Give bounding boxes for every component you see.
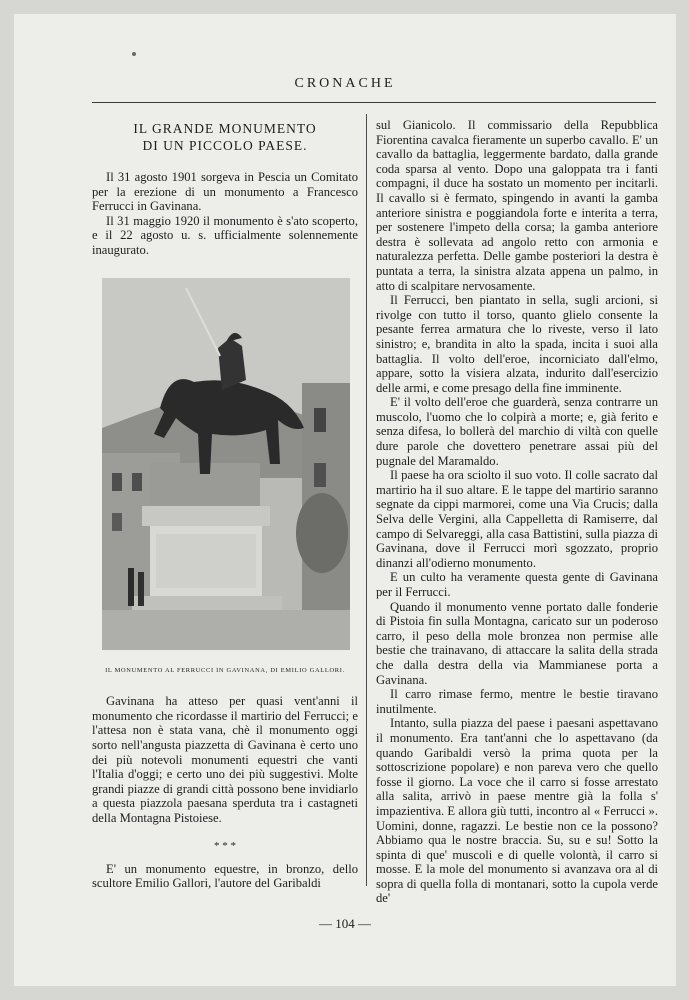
figure-caption: IL MONUMENTO AL FERRUCCI IN GAVINANA, DI EMILIO GALLORI. bbox=[105, 666, 345, 674]
body-paragraph: E' il volto dell'eroe che guarderà, senza contrarre un muscolo, l'uomo che lo colpirà a morte; e, già ferito e senza difesa, lo bollerà del marchio di viltà con quelle dure parole che dovettero penetrare assai più del pugnale del Maramaldo. bbox=[376, 395, 658, 468]
body-paragraph: Gavinana ha atteso per quasi vent'anni il monumento che ricordasse il martirio del Ferrucci; e l'attesa non è stata vana, chè il monumento oggi sorto nell'angusta piazzetta di Gavinana è certo uno dei più notevoli monumenti equestri che vanti l'Italia d'oggi; e certo uno dei più suggestivi. Molte grandi piazze di grandi città possono bene invidiarlo a questa piazzola paesana sperduta tra i castagneti della Montagna Pistoiese. bbox=[92, 694, 358, 825]
title-line: DI UN PICCOLO PAESE. bbox=[142, 138, 308, 153]
section-asterism: * * * bbox=[214, 839, 236, 852]
running-head: CRONACHE bbox=[294, 76, 396, 91]
article-title bbox=[92, 120, 358, 154]
body-paragraph: Il paese ha ora sciolto il suo voto. Il colle sacrato dal martirio ha il suo altare. E le tappe del martirio saranno segnate da cippi marmorei, come una Via Crucis; dalla Selva delle Vergini, alla Cappelletta di Ramiserre, dal campo di Selvareggi, alla casa Battistini, sulla piazza di Gavinana, dove il Ferrucci morì sgozzato, proprio dinanzi all'odierno monumento. bbox=[376, 468, 658, 570]
right-column bbox=[376, 118, 658, 906]
body-paragraph: E un culto ha veramente questa gente di Gavinana per il Ferrucci. bbox=[376, 570, 658, 599]
equestrian-statue-icon bbox=[102, 278, 350, 650]
body-paragraph: Intanto, sulla piazza del paese i paesani aspettavano il monumento. Era tant'anni che lo aspettavano (da quando Garibaldi versò la prima quota per la sottoscrizione popolare) e non pareva vero che quello fosse il giorno. La voce che il carro si fosse arrestato alla salita, arrivò in paese mentre già la folla s' impazientiva. E allora giù tutti, incontro al « Ferrucci ». Uomini, donne, ragazzi. Le bestie non ce la possono? Abbiamo qua le nostre braccia. Su, su e su! Sotto la spinta di que' muscoli e di quelle volontà, il carro si mosse. E la mole del monumento si avanzava ora al di sopra di quella folla di montanari, sotto la cupola verde de' bbox=[376, 716, 658, 906]
body-paragraph: Il carro rimase fermo, mentre le bestie tiravano inutilmente. bbox=[376, 687, 658, 716]
page-sheet bbox=[14, 14, 676, 986]
title-line: IL GRANDE MONUMENTO bbox=[133, 121, 317, 136]
statue-photo bbox=[102, 278, 350, 650]
body-paragraph: Quando il monumento venne portato dalle fonderie di Pistoia fin sulla Montagna, caricato sur un poderoso carro, il peso della mole bronzea non permise alle bestie che trainavano, di attaccare la salita della strada che dalla destra della via Mammianese porta a Gavinana. bbox=[376, 599, 658, 687]
left-column bbox=[92, 118, 358, 891]
body-paragraph: Il Ferrucci, ben piantato in sella, sugli arcioni, si rivolge con tutto il torso, quanto glielo consente la pesante ferrea armatura che lo riveste, verso il lato sinistro; e, brandita in alto la spada, incita i suoi alla battaglia. Il volto dell'eroe, incorniciato dall'elmo, appare, sotto la visiera alzata, indurito dall'esercizio delle armi, e come presago della fine imminente. bbox=[376, 293, 658, 395]
ink-dot bbox=[132, 52, 136, 56]
intro-paragraph: Il 31 maggio 1920 il monumento è s'ato scoperto, e il 22 agosto u. s. ufficialmente solennemente inaugurato. bbox=[92, 213, 358, 257]
header-rule bbox=[92, 102, 656, 103]
page-number: — 104 — bbox=[319, 916, 371, 931]
body-paragraph: sul Gianicolo. Il commissario della Repubblica Fiorentina cavalca fieramente un superbo cavallo. E' un cavallo da battaglia, leggermente bardato, dalla grande coda sparsa al vento. Dopo una galoppata tra i fanti compagni, il duce ha sostato un momento per incitarli. Il cavallo si è fermato, spingendo in avanti la gamba anteriore sinistra e poggiandola forte e interita a terra, per sostenere l'impeto della corsa; la gamba anteriore destra è sollevata ad angolo retto con armonia e naturalezza perfetta. Delle gambe posteriori la destra è puntata a terra, la sinistra alzata appena un palmo, in atto di scalpitare nervosamente. bbox=[376, 118, 658, 293]
body-paragraph: E' un monumento equestre, in bronzo, dello scultore Emilio Gallori, l'autore del Garibaldi bbox=[92, 861, 358, 891]
column-rule bbox=[366, 114, 367, 886]
intro-paragraph: Il 31 agosto 1901 sorgeva in Pescia un Comitato per la erezione di un monumento a Francesco Ferrucci in Gavinana. bbox=[92, 170, 358, 214]
